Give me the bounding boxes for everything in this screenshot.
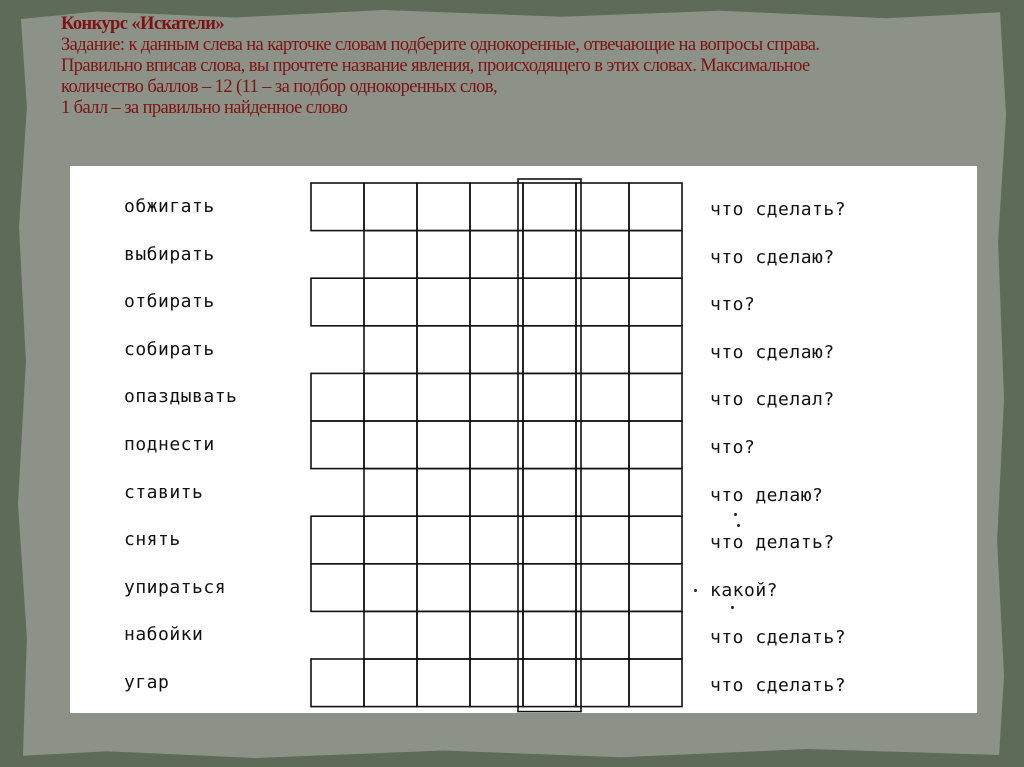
grid-cell[interactable]: [576, 659, 629, 707]
grid-cell[interactable]: [417, 231, 470, 279]
ink-speck: [734, 513, 737, 516]
row-word: выбирать: [124, 243, 215, 265]
grid-cell[interactable]: [523, 373, 576, 421]
grid-cell[interactable]: [364, 611, 417, 659]
answer-column-outline: [518, 179, 581, 712]
grid-cell[interactable]: [311, 421, 364, 469]
grid-cell[interactable]: [523, 326, 576, 374]
puzzle-card: [70, 166, 977, 713]
slide-header: [61, 14, 961, 119]
task-line-1: Задание: к данным слева на карточке словам подберите однокоренные, отвечающие на вопросы справа.: [61, 35, 820, 55]
grid-cell[interactable]: [470, 183, 523, 231]
slide-title: Конкурс «Искатели»: [61, 14, 224, 34]
grid-cell[interactable]: [576, 278, 629, 326]
task-line-2: Правильно вписав слова, вы прочтете название явления, происходящего в этих словах. Максимальное: [61, 56, 810, 76]
grid-cell[interactable]: [364, 469, 417, 517]
grid-cell[interactable]: [364, 564, 417, 612]
grid-cell[interactable]: [576, 326, 629, 374]
grid-cell[interactable]: [629, 611, 682, 659]
grid-cell[interactable]: [523, 278, 576, 326]
grid-cell[interactable]: [364, 326, 417, 374]
grid-cell[interactable]: [470, 373, 523, 421]
grid-cell[interactable]: [417, 373, 470, 421]
grid-cell[interactable]: [523, 183, 576, 231]
grid-cell[interactable]: [311, 516, 364, 564]
grid-cell[interactable]: [576, 564, 629, 612]
grid-cell[interactable]: [576, 231, 629, 279]
row-word: упираться: [124, 576, 227, 598]
grid-cell[interactable]: [470, 564, 523, 612]
grid-cell[interactable]: [364, 278, 417, 326]
row-question: что сделать?: [710, 675, 847, 696]
grid-cell[interactable]: [576, 421, 629, 469]
grid-cell[interactable]: [364, 183, 417, 231]
row-word: собирать: [124, 338, 215, 360]
ink-speck: [737, 524, 740, 527]
grid-cell[interactable]: [470, 421, 523, 469]
grid-cell[interactable]: [417, 659, 470, 707]
grid-cell[interactable]: [311, 373, 364, 421]
row-question: что сделаю?: [710, 246, 835, 268]
grid-cell[interactable]: [364, 659, 417, 707]
grid-cell[interactable]: [629, 326, 682, 374]
grid-cell[interactable]: [311, 659, 364, 707]
grid-cell[interactable]: [523, 469, 576, 517]
grid-cell[interactable]: [523, 231, 576, 279]
grid-cell[interactable]: [417, 611, 470, 659]
grid-cell[interactable]: [364, 516, 417, 564]
grid-cell[interactable]: [470, 278, 523, 326]
grid-cell[interactable]: [417, 421, 470, 469]
row-question: что делать?: [710, 532, 835, 554]
grid-cell[interactable]: [629, 564, 682, 612]
grid-cell[interactable]: [629, 516, 682, 564]
ink-speck: [694, 589, 697, 592]
row-word: набойки: [124, 624, 204, 646]
task-line-3: количество баллов – 12 (11 – за подбор однокоренных слов,: [61, 77, 497, 97]
task-line-4: 1 балл – за правильно найденное слово: [61, 98, 348, 118]
grid-cell[interactable]: [629, 469, 682, 517]
grid-cell[interactable]: [364, 421, 417, 469]
grid-cell[interactable]: [576, 611, 629, 659]
grid-cell[interactable]: [629, 278, 682, 326]
row-question: что?: [710, 294, 756, 316]
grid-cell[interactable]: [576, 516, 629, 564]
grid-cell[interactable]: [417, 516, 470, 564]
row-word: снять: [124, 529, 181, 551]
grid-cell[interactable]: [576, 469, 629, 517]
grid-cell[interactable]: [576, 183, 629, 231]
grid-cell[interactable]: [523, 421, 576, 469]
grid-cell[interactable]: [470, 326, 523, 374]
row-word: угар: [124, 672, 170, 693]
grid-cell[interactable]: [470, 469, 523, 517]
row-question: что сделал?: [710, 389, 835, 411]
grid-cell[interactable]: [311, 278, 364, 326]
row-question: что сделать?: [710, 199, 847, 220]
grid-cell[interactable]: [576, 373, 629, 421]
grid-cell[interactable]: [470, 231, 523, 279]
grid-cell[interactable]: [629, 231, 682, 279]
grid-cell[interactable]: [523, 659, 576, 707]
grid-cell[interactable]: [417, 183, 470, 231]
grid-cell[interactable]: [417, 278, 470, 326]
grid-cell[interactable]: [629, 659, 682, 707]
grid-cell[interactable]: [523, 611, 576, 659]
grid-cell[interactable]: [364, 373, 417, 421]
row-word: ставить: [124, 481, 204, 503]
grid-cell[interactable]: [417, 469, 470, 517]
row-word: опаздывать: [124, 386, 238, 408]
grid-cell[interactable]: [523, 516, 576, 564]
grid-cell[interactable]: [470, 516, 523, 564]
row-question: что сделать?: [710, 627, 847, 649]
grid-cell[interactable]: [417, 326, 470, 374]
ink-speck: [731, 606, 734, 609]
grid-cell[interactable]: [470, 659, 523, 707]
row-word: обжигать: [124, 196, 215, 217]
grid-cell[interactable]: [311, 183, 364, 231]
grid-cell[interactable]: [629, 373, 682, 421]
grid-cell[interactable]: [523, 564, 576, 612]
grid-cell[interactable]: [470, 611, 523, 659]
row-question: какой?: [710, 579, 779, 601]
row-question: что сделаю?: [710, 341, 835, 363]
grid-cell[interactable]: [417, 564, 470, 612]
grid-cell[interactable]: [629, 421, 682, 469]
row-word: поднести: [124, 434, 215, 455]
row-question: что делаю?: [710, 484, 824, 506]
grid-cell[interactable]: [364, 231, 417, 279]
grid-cell[interactable]: [311, 564, 364, 612]
row-question: что?: [710, 437, 756, 458]
row-word: отбирать: [124, 291, 215, 313]
grid-cell[interactable]: [629, 183, 682, 231]
